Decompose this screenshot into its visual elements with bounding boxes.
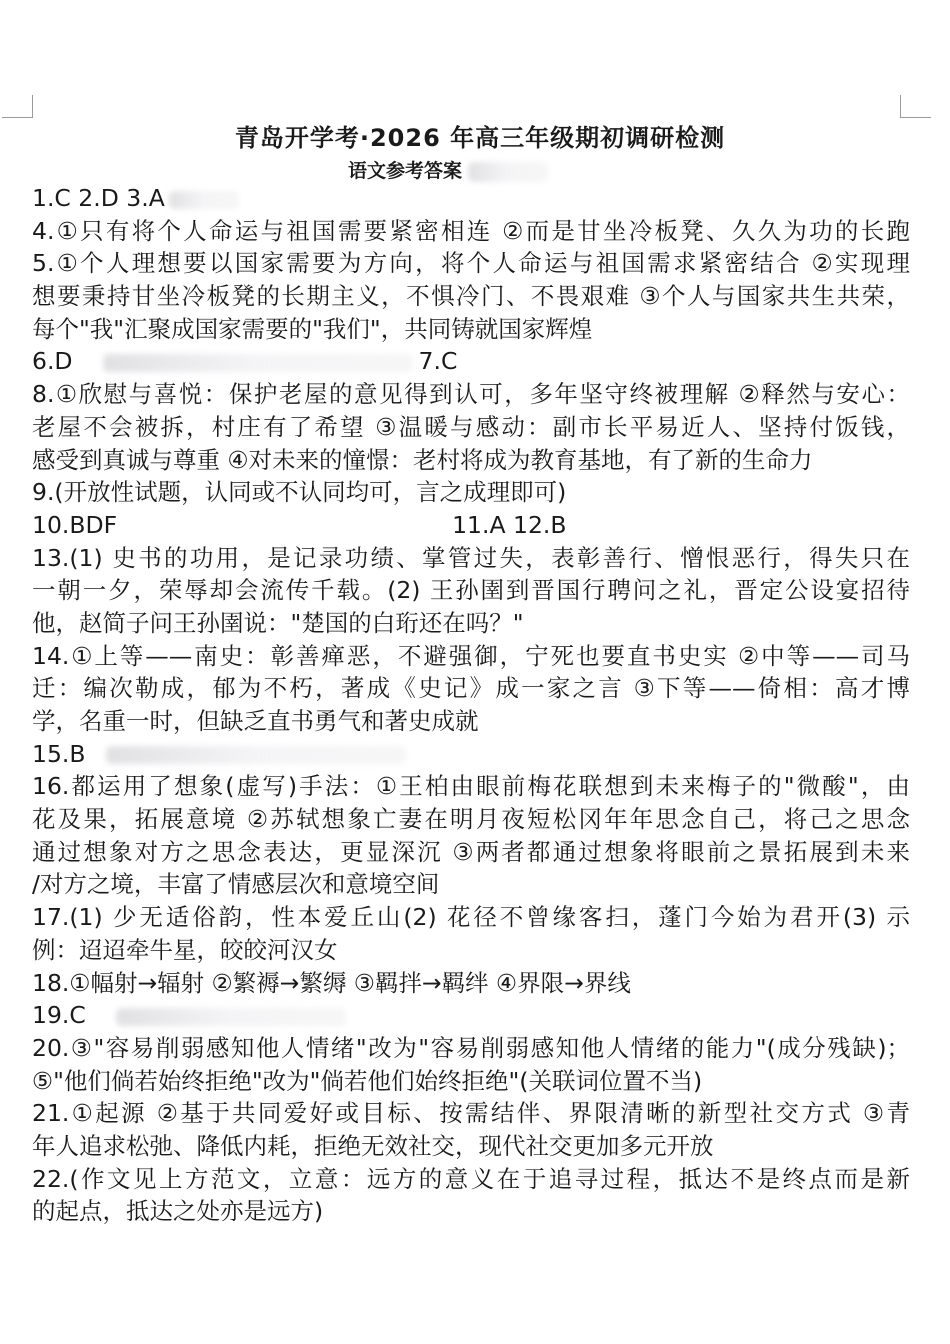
subtitle-text: 语文参考答案 — [348, 160, 463, 182]
answer-line: 13.(1) 史书的功用，是记录功绩、掌管过失，表彰善行、憎恨恶行，得失只在 — [32, 543, 910, 572]
answer-line: 迁：编次勒成，郁为不朽，著成《史记》成一家之言 ③下等——倚相：高才博 — [32, 674, 910, 703]
answer-text: 10.BDF — [32, 510, 118, 539]
answer-line: 年人追求松弛、降低内耗，拒绝无效社交，现代社交更加多元开放 — [32, 1131, 714, 1160]
answer-line: 学，名重一时，但缺乏直书勇气和著史成就 — [32, 707, 479, 735]
answer-text: 1.C 2.D 3.A — [32, 184, 165, 212]
answer-line: 4.①只有将个人命运与祖国需要紧密相连 ②而是甘坐冷板凳、久久为功的长跑 — [32, 216, 910, 245]
answer-line: 通过想象对方之思念表达，更显深沉 ③两者都通过想象将眼前之景拓展到未来 — [32, 837, 910, 866]
answer-line: 感受到真诚与尊重 ④对未来的憧憬：老村将成为教育基地，有了新的生命力 — [32, 445, 813, 474]
answer-line: 17.(1) 少无适俗韵，性本爱丘山(2) 花径不曾缘客扫，蓬门今始为君开(3) 示 — [32, 903, 910, 932]
redacted-area — [468, 162, 548, 182]
answer-line — [32, 999, 910, 1032]
answer-line: 16.都运用了想象(虚写)手法：①王柏由眼前梅花联想到未来梅子的"微酸"，由 — [32, 772, 910, 801]
answer-line: 18.①幅射→辐射 ②繁褥→繁缛 ③羁拌→羁绊 ④界限→界线 — [32, 968, 631, 997]
crop-mark-top-left — [2, 95, 33, 118]
answer-line: 8.①欣慰与喜悦：保护老屋的意见得到认可，多年坚守终被理解 ②释然与安心： — [32, 380, 910, 409]
answer-line: 花及果，拓展意境 ②苏轼想象亡妻在明月夜短松冈年年思念自己，将己之思念 — [32, 805, 910, 834]
answer-line: 21.①起源 ②基于共同爱好或目标、按需结伴、界限清晰的新型社交方式 ③青 — [32, 1099, 910, 1128]
redacted-area — [103, 354, 413, 372]
answer-text: 7.C — [418, 347, 458, 376]
answer-list — [32, 182, 910, 1228]
answer-line: 每个"我"汇聚成国家需要的"我们"，共同铸就国家辉煌 — [32, 314, 593, 343]
answer-line — [32, 182, 910, 215]
answer-line — [32, 345, 910, 378]
answer-line: 老屋不会被拆，村庄有了希望 ③温暖与感动：副市长平易近人、坚持付饭钱， — [32, 412, 910, 441]
answer-text: 15.B — [32, 739, 86, 768]
redacted-area — [106, 746, 406, 764]
answer-line: 一朝一夕，荣辱却会流传千载。(2) 王孙圉到晋国行聘问之礼，晋定公设宴招待 — [32, 576, 910, 605]
answer-line: ⑤"他们倘若始终拒绝"改为"倘若他们始终拒绝"(关联词位置不当) — [32, 1066, 703, 1095]
answer-line — [32, 509, 910, 542]
redacted-area — [116, 1008, 346, 1026]
answer-line: 他，赵简子问王孙圉说："楚国的白珩还在吗？" — [32, 608, 524, 637]
answer-line: 想要秉持甘坐冷板凳的长期主义，不惧冷门、不畏艰难 ③个人与国家共生共荣， — [32, 282, 910, 311]
document-title: 青岛开学考·2026 年高三年级期初调研检测 — [234, 124, 726, 152]
answer-line: 14.①上等——南史：彰善瘅恶，不避强御，宁死也要直书史实 ②中等——司马 — [32, 641, 910, 670]
answer-line: 9.(开放性试题，认同或不认同均可，言之成理即可) — [32, 478, 567, 507]
crop-mark-top-right — [900, 95, 931, 118]
answer-line: 5.①个人理想要以国家需要为方向，将个人命运与祖国需求紧密结合 ②实现理 — [32, 249, 910, 278]
redacted-area — [169, 191, 239, 209]
document-subtitle — [348, 156, 548, 183]
answer-line: 22.(作文见上方范文，立意：远方的意义在于追寻过程，抵达不是终点而是新 — [32, 1164, 910, 1193]
answer-text: 11.A 12.B — [452, 510, 567, 539]
answer-line: 的起点，抵达之处亦是远方) — [32, 1197, 324, 1226]
answer-line: 20.③"容易削弱感知他人情绪"改为"容易削弱感知他人情绪的能力"(成分残缺)； — [32, 1033, 910, 1062]
answer-text: 6.D — [32, 347, 73, 376]
answer-text: 19.C — [32, 1001, 86, 1030]
answer-line: 例：迢迢牵牛星，皎皎河汉女 — [32, 935, 338, 964]
answer-line: /对方之境，丰富了情感层次和意境空间 — [32, 870, 440, 899]
answer-line — [32, 738, 910, 771]
